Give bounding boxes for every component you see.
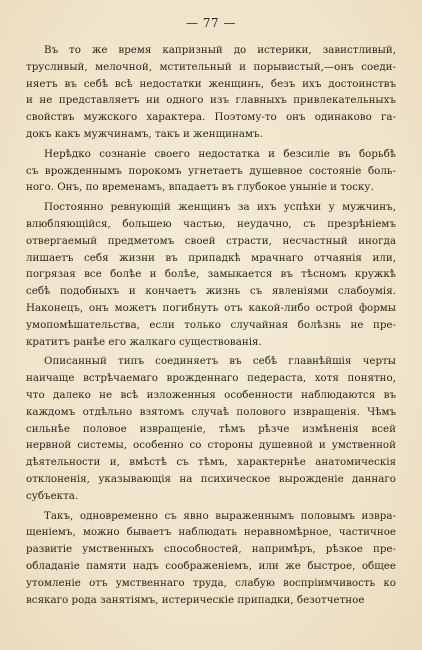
text-line: Такъ, одновременно съ явно выраженнымъ половымъ извра- xyxy=(44,509,396,522)
text-line: умопомѣшательства, если только случайная болѣзнь не пре- xyxy=(26,318,396,331)
text-line: обладаніе памяти надъ соображеніемъ, или же быстрое, общее xyxy=(26,559,396,572)
page-number: — 77 — xyxy=(186,16,236,30)
text-line: Въ то же время капризный до истерики, завистливый, xyxy=(44,44,396,56)
text-line: и не представляетъ ни одного изъ главныхъ привлекательныхъ xyxy=(26,94,396,107)
text-line: что далеко не всѣ изложенныя особенности наблюдаются въ xyxy=(26,388,396,401)
text-line: сильнѣе половое извращеніе, тѣмъ рѣзче измѣненія всей xyxy=(26,422,396,435)
text-line: всякаго рода занятіямъ, истерическіе припадки, безотчетное xyxy=(26,593,365,606)
paragraph xyxy=(26,508,396,609)
text-line: съ врожденнымъ порокомъ угнетаетъ душевное состояніе боль- xyxy=(26,164,396,177)
text-line: развитіе умственныхъ способностей, напримѣръ, рѣзкое пре- xyxy=(26,543,396,556)
text-line: щеніемъ, можно бываетъ наблюдать неравномѣрное, частичное xyxy=(26,526,396,539)
text-line: Нерѣдко сознаніе своего недостатка и безсиліе въ борьбѣ xyxy=(44,147,396,160)
text-line: Описанный типъ соединяетъ въ себѣ главнѣйшія черты xyxy=(44,355,396,368)
body-text xyxy=(26,42,396,611)
text-line: дѣятельности и, вмѣстѣ съ тѣмъ, характернѣе анатомическія xyxy=(26,456,396,469)
text-line: ного. Онъ, по временамъ, впадаетъ въ глубокое уныніе и тоску. xyxy=(26,181,374,194)
text-line: кратитъ ранѣе его жалкаго существованія. xyxy=(26,335,262,348)
text-line: лишаетъ себя жизни въ припадкѣ мрачнаго отчаянія или, xyxy=(26,251,396,264)
text-line: няетъ въ себѣ всѣ недостатки женщинъ, безъ ихъ достоинствъ xyxy=(26,77,396,90)
text-line: каждомъ отдѣльно взятомъ случаѣ полового извращенія. Чѣмъ xyxy=(26,405,396,418)
text-line: субъекта. xyxy=(26,489,79,502)
text-line: нервной системы, особенно со стороны душевной и умственной xyxy=(26,439,396,452)
text-line: погрязая все болѣе и болѣе, замыкается въ тѣсномъ кружкѣ xyxy=(26,268,396,281)
text-line: влюбляющійся, большею частью, неудачно, съ презрѣніемъ xyxy=(26,217,396,230)
paragraph xyxy=(26,199,396,350)
paragraph xyxy=(26,146,396,196)
paragraph xyxy=(26,353,396,504)
text-line: свойствъ мужского характера. Поэтому-то онъ одинаково га- xyxy=(26,111,396,124)
text-line: утомленіе отъ умственнаго труда, слабую воспріимчивость ко xyxy=(26,576,396,589)
text-line: трусливый, мелочной, мстительный и порывистый,—онъ соеди- xyxy=(26,60,396,73)
text-line: отвергаемый предметомъ своей страсти, несчастный иногда xyxy=(26,234,396,247)
text-line: Постоянно ревнующій женщинъ за ихъ успѣхи у мужчинъ, xyxy=(44,201,396,214)
paragraph xyxy=(26,42,396,143)
text-line: докъ какъ мужчинамъ, такъ и женщинамъ. xyxy=(26,127,263,140)
text-line: себѣ подобныхъ и кончаетъ жизнь съ явленіями слабоумія. xyxy=(26,285,396,298)
text-line: Наконецъ, онъ можетъ погибнуть отъ какой-либо острой формы xyxy=(26,301,396,314)
text-line: отклоненія, указывающія на психическое вырожденіе даннаго xyxy=(26,472,396,485)
text-line: наичаще встрѣчаемаго врожденнаго педераста, хотя понятно, xyxy=(26,372,396,385)
